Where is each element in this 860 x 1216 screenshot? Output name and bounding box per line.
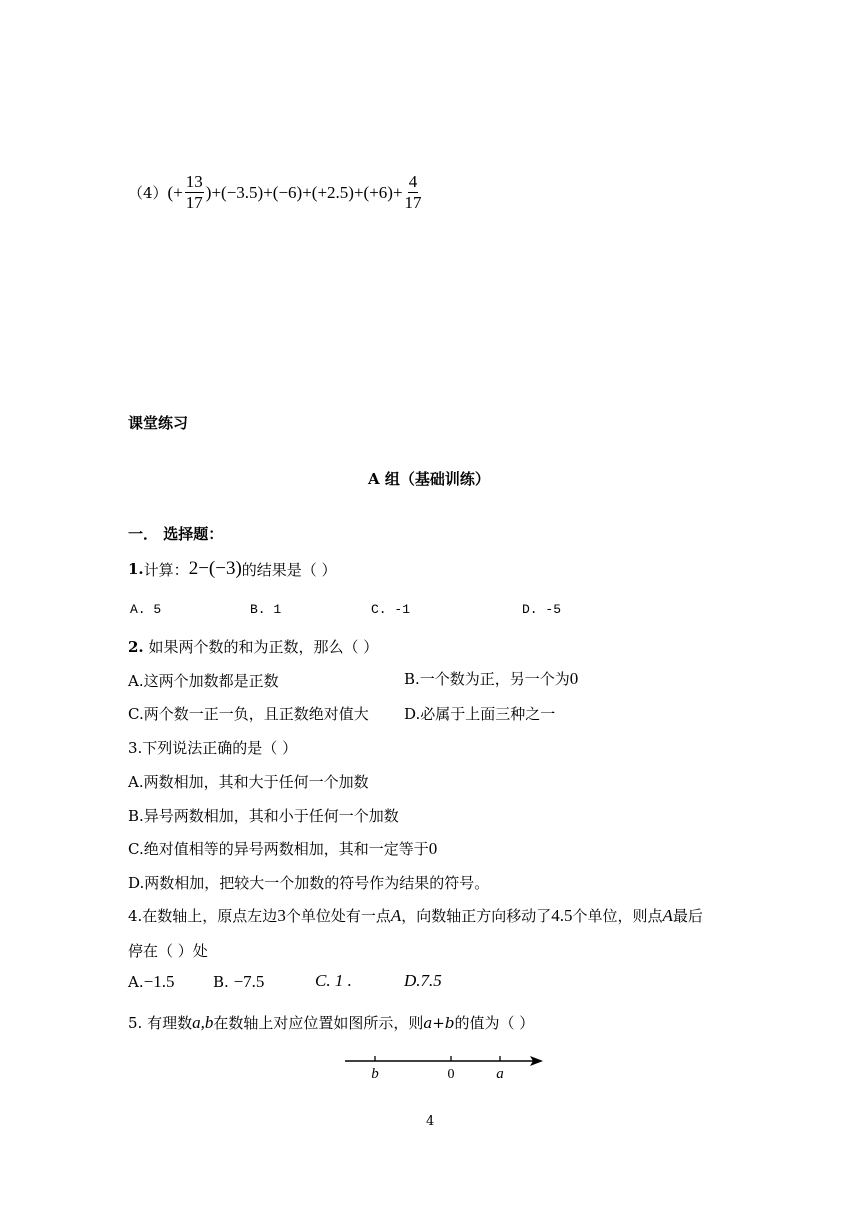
- question-4: [128, 905, 703, 926]
- group-title: A 组（基础训练）: [368, 470, 490, 488]
- question-text: ，向数轴正方向移动了: [401, 907, 552, 925]
- expr-close: ): [205, 182, 212, 202]
- option-text: B.一个数为正，另一个为: [404, 670, 570, 688]
- fraction-4-17: [405, 172, 422, 213]
- option-math: 0: [428, 839, 438, 858]
- option-text: C.绝对值相等的异号两数相加，其和一定等于: [128, 840, 429, 858]
- q4-option-c: C. 1 .: [315, 971, 352, 990]
- question-text: 个单位，则点: [572, 907, 663, 925]
- fraction-denominator: 17: [185, 193, 203, 212]
- question-text: 在数轴上对应位置如图所示，则: [213, 1014, 424, 1032]
- question-text: 5. 有理数: [128, 1014, 193, 1032]
- expression-4: [128, 172, 424, 213]
- q3-option-c: [128, 838, 437, 859]
- option-label: A.: [128, 973, 144, 991]
- expr-open: (+: [167, 182, 183, 202]
- q2-option-c: C.两个数一正一负，且正数绝对值大: [128, 705, 369, 723]
- option-math: 0: [569, 669, 579, 688]
- question-5: [128, 1012, 534, 1033]
- question-number: 1.: [128, 560, 144, 578]
- q4-option-d: D.7.5: [404, 971, 442, 990]
- q1-option-c: C. -1: [371, 602, 411, 617]
- expr-middle: +(−3.5)+(−6)+(+2.5)+(+6)+: [211, 182, 403, 202]
- q1-option-b: B. 1: [250, 602, 282, 617]
- part-title: 一． 选择题：: [128, 525, 224, 543]
- q2-option-a: A.这两个加数都是正数: [128, 672, 279, 690]
- question-math: A: [662, 906, 673, 925]
- question-number: 2.: [128, 638, 144, 656]
- question-4-line2: 停在（ ）处: [128, 942, 208, 960]
- question-math: a+b: [423, 1014, 455, 1032]
- label-zero: 0: [447, 1067, 455, 1082]
- q4-option-a: [128, 972, 174, 992]
- q3-option-b: B.异号两数相加，其和小于任何一个加数: [128, 807, 399, 825]
- question-math: 3: [277, 906, 286, 925]
- fraction-denominator: 17: [404, 193, 422, 212]
- q1-option-a: A. 5: [130, 602, 162, 617]
- question-text: 个单位处有一点: [285, 907, 391, 925]
- option-label: B.: [213, 973, 229, 991]
- section-title: 课堂练习: [128, 414, 189, 432]
- expr-label: （4）: [128, 184, 168, 202]
- page-number: 4: [426, 1114, 435, 1129]
- question-math: 4.5: [551, 906, 573, 925]
- question-text: 如果两个数的和为正数，那么（ ）: [143, 638, 379, 656]
- question-math: A: [390, 906, 402, 925]
- question-math: a,b: [192, 1013, 214, 1032]
- question-text: 的值为（ ）: [454, 1014, 535, 1032]
- q4-option-b: [213, 972, 264, 992]
- number-line-diagram: [340, 1050, 550, 1086]
- option-math: −1.5: [143, 972, 175, 991]
- question-text: 最后: [672, 907, 703, 925]
- question-3: 3.下列说法正确的是（ ）: [128, 739, 298, 757]
- question-text: 计算：: [143, 560, 189, 579]
- question-1: [128, 556, 337, 582]
- question-text: 的结果是（ ）: [241, 560, 337, 579]
- q3-option-a: A.两数相加，其和大于任何一个加数: [128, 773, 369, 791]
- q2-option-b: [404, 668, 578, 689]
- q2-option-d: D.必属于上面三种之一: [404, 705, 556, 723]
- question-math: 2−(−3): [188, 558, 242, 579]
- fraction-numerator: 13: [185, 172, 203, 191]
- q3-option-d: D.两数相加，把较大一个加数的符号作为结果的符号。: [128, 874, 490, 892]
- q1-option-d: D. -5: [522, 602, 562, 617]
- option-math: −7.5: [233, 972, 265, 991]
- fraction-13-17: [185, 172, 204, 213]
- label-b: b: [371, 1066, 379, 1082]
- question-2: [128, 636, 378, 657]
- fraction-numerator: 4: [408, 172, 418, 191]
- question-text: 4.在数轴上，原点左边: [128, 907, 278, 925]
- label-a: a: [496, 1066, 504, 1082]
